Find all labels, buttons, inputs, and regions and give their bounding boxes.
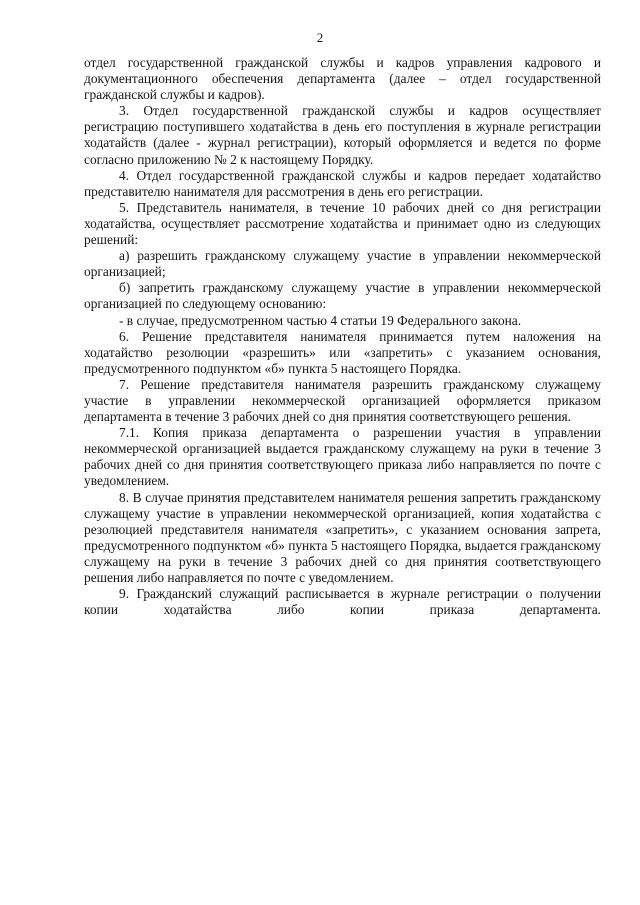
document-body [84,55,601,618]
paragraph-6: 6. Решение представителя нанимателя принимается путем наложения на ходатайство резолюции «разрешить» или «запретить» с указанием основания, предусмотренного подпунктом «б» пункта 5 настоящего Порядка. [84,328,601,376]
paragraph-4: 4. Отдел государственной гражданской службы и кадров передает ходатайство представителю нанимателя для рассмотрения в день его регистрации. [84,167,601,199]
paragraph-3: 3. Отдел государственной гражданской службы и кадров осуществляет регистрацию поступившего ходатайства в день его поступления в журнале регистрации ходатайств (далее - журнал регистрации), который оформляется и ведется по форме согласно приложению № 2 к настоящему Порядку. [84,103,601,167]
page-number: 2 [316,30,324,45]
paragraph-7: 7. Решение представителя нанимателя разрешить гражданскому служащему участие в управлении некоммерческой организацией оформляется приказом департамента в течение 3 рабочих дней со дня принятия соответствующего решения. [84,376,601,425]
paragraph-7-1: 7.1. Копия приказа департамента о разрешении участия в управлении некоммерческой организацией выдается гражданскому служащему на руки в течение 3 рабочих дней со дня принятия соответствующего приказа либо направляется по почте с уведомлением. [84,425,601,489]
paragraph-8: 8. В случае принятия представителем нанимателя решения запретить гражданскому служащему участие в управлении некоммерческой организацией, копия ходатайства с резолюцией представителя нанимателя «запретить», с указанием основания запрета, предусмотренного подпунктом «б» пункта 5 настоящего Порядка, выдается гражданскому служащему на руки в течение 3 рабочих дней со дня принятия соответствующего решения либо направляется по почте с уведомлением. [84,489,601,585]
paragraph-9: 9. Гражданский служащий расписывается в журнале регистрации о получении копии ходатайства либо копии приказа департамента. [84,586,601,618]
paragraph-5-option-b: б) запретить гражданскому служащему участие в управлении некоммерческой организацией по следующему основанию: [84,280,601,312]
paragraph-continuation: отдел государственной гражданской службы и кадров управления кадрового и документационного обеспечения департамента (далее – отдел государственной гражданской службы и кадров). [84,55,601,103]
paragraph-5-option-a: а) разрешить гражданскому служащему участие в управлении некоммерческой организацией; [84,248,601,280]
paragraph-5-ground: - в случае, предусмотренном частью 4 статьи 19 Федерального закона. [119,312,522,328]
paragraph-5: 5. Представитель нанимателя, в течение 10 рабочих дней со дня регистрации ходатайства, осуществляет рассмотрение ходатайства и принимает одно из следующих решений: [84,199,601,248]
